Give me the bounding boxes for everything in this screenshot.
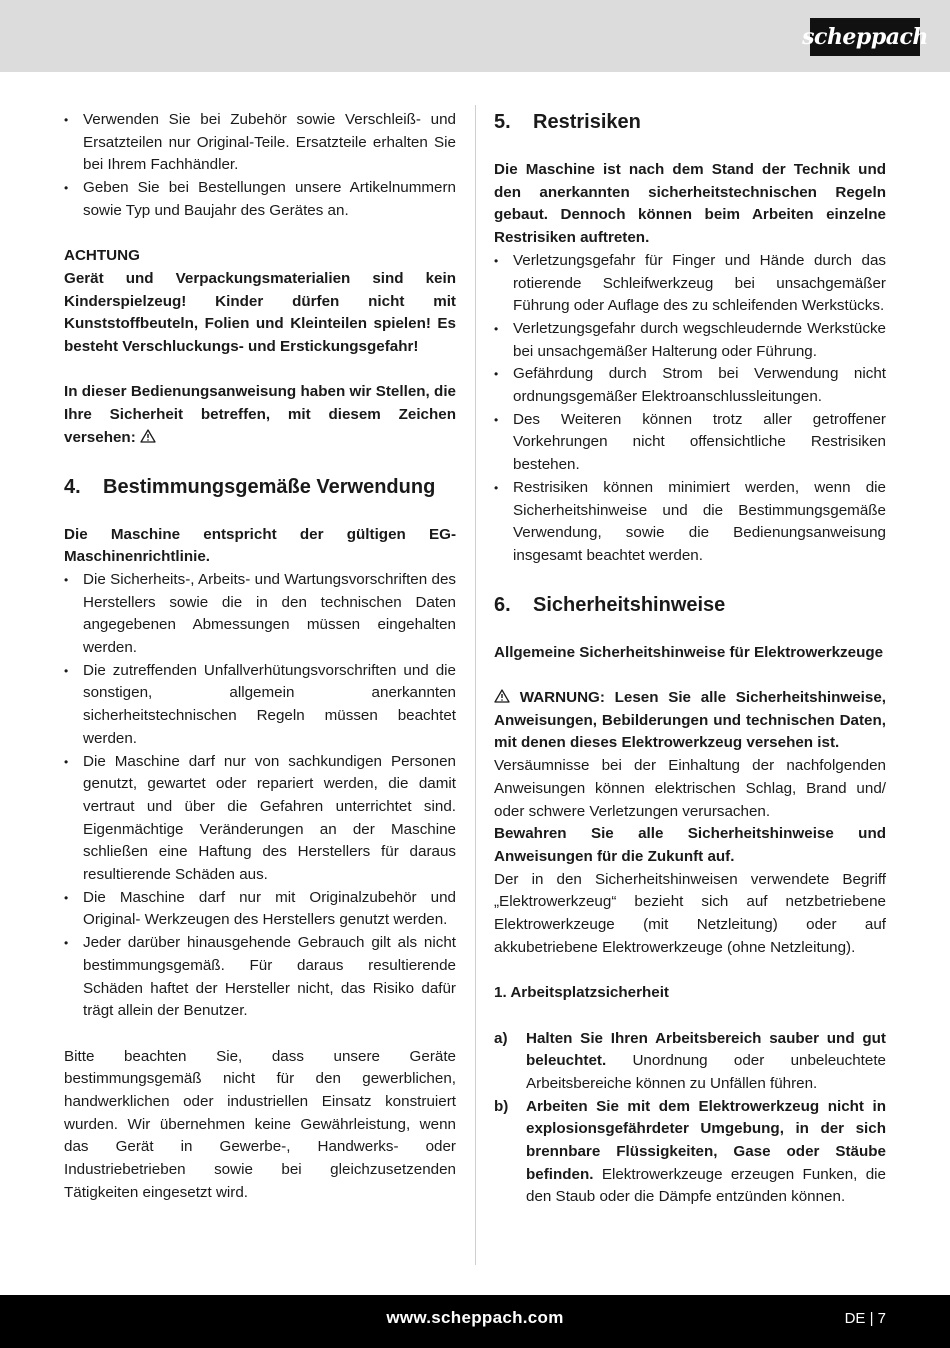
subsection-title: 1. Arbeitsplatzsicherheit (494, 984, 669, 1002)
section-number: 4. (64, 475, 81, 498)
list-item: • Verletzungsgefahr durch wegschleudernde Werkstücke bei unsachgemäßer Halterung oder Führung. (494, 318, 886, 363)
section-5-bullets (494, 250, 886, 568)
intro-bullets (64, 109, 456, 223)
right-column (494, 109, 886, 1209)
section-4-closing: Bitte beachten Sie, dass unsere Geräte bestimmungsgemäß nicht für den gewerblichen, handwerklichen oder industriellen Einsatz konstruiert wurden. Wir übernehmen keine Gewährleistung, wenn das Gerät in Gewerbe-, Handwerks- oder Industriebetrieben sowie bei gleichzusetzenden Tätigkeiten eingesetzt wird. (64, 1047, 456, 1201)
column-divider (475, 105, 476, 1265)
achtung-text: Gerät und Verpackungsmaterialien sind kein Kinderspielzeug! Kinder dürfen nicht mit Kunststoffbeuteln, Folien und Kleinteilen spielen! Es besteht Verschluckungs- und Erstickungsgefahr! (64, 269, 456, 356)
section-4-lead: Die Maschine entspricht der gültigen EG-Maschinenrichtlinie. (64, 525, 456, 566)
section-number: 6. (494, 593, 511, 616)
section-title: Restrisiken (533, 111, 641, 133)
warning-triangle-icon (494, 689, 510, 703)
section-title: Bestimmungsgemäße Verwendung (103, 475, 436, 498)
section-number: 5. (494, 111, 511, 133)
list-item: • Des Weiteren können trotz aller getroffener Vorkehrungen nicht offensichtliche Restrisiken bestehen. (494, 409, 886, 477)
keep-instructions: Bewahren Sie alle Sicherheitshinweise und Anweisungen für die Zukunft auf. (494, 825, 886, 865)
item-body: Unordnung oder unbeleuchtete Arbeitsbereiche können zu Unfällen führen. (526, 1052, 886, 1092)
brand-logo: scheppach (810, 18, 920, 56)
list-item: • Gefährdung durch Strom bei Verwendung nicht ordnungsgemäßer Elektroanschlussleitungen. (494, 363, 886, 408)
section-title: Sicherheitshinweise (533, 593, 726, 616)
warning-paragraph (494, 687, 886, 755)
page-indicator: DE | 7 (844, 1310, 886, 1327)
item-body: Elektrowerkzeuge erzeugen Funken, die den Staub oder die Dämpfe entzünden können. (526, 1165, 886, 1206)
section-6-subtitle: Allgemeine Sicherheitshinweise für Elektrowerkzeuge (494, 643, 884, 661)
list-item (494, 1096, 886, 1210)
list-item: • Die Maschine darf nur mit Originalzubehör und Original- Werkzeugen des Herstellers genutzt werden. (64, 887, 456, 932)
list-item: • Geben Sie bei Bestellungen unsere Artikelnummern sowie Typ und Baujahr des Gerätes an. (64, 177, 456, 222)
section-5-lead: Die Maschine ist nach dem Stand der Technik und den anerkannten sicherheitstechnischen Regeln gebaut. Dennoch können beim Arbeiten einzelne Restrisiken auftreten. (494, 161, 886, 247)
item-bold: Arbeiten Sie mit dem Elektrowerkzeug nicht in explosionsgefährdeter Umgebung, in der sich brennbare Flüssigkeiten, Gase oder Stäube befinden. (526, 1097, 886, 1183)
item-label: b) (494, 1097, 509, 1115)
left-column (64, 109, 456, 1205)
list-item: • Jeder darüber hinausgehende Gebrauch gilt als nicht bestimmungsgemäß. Für daraus resultierende Schäden haftet der Hersteller nicht, das Risiko dafür trägt allein der Benutzer. (64, 932, 456, 1023)
warning-triangle-icon (140, 429, 156, 443)
list-item: • Verletzungsgefahr für Finger und Hände durch das rotierende Schleifwerkzeug bei unsachgemäßer Führung oder Auflage des zu schleifenden Werkstücks. (494, 250, 886, 318)
notice-text-body: In dieser Bedienungsanweisung haben wir Stellen, die Ihre Sicherheit betreffen, mit diesem Zeichen versehen: (64, 383, 456, 446)
list-item: • Die Sicherheits-, Arbeits- und Wartungsvorschriften des Herstellers sowie die in den technischen Daten angegebenen Abmessungen müssen eingehalten werden. (64, 569, 456, 660)
footer-url[interactable]: www.scheppach.com (386, 1308, 564, 1327)
list-item: • Die Maschine darf nur von sachkundigen Personen genutzt, gewartet oder repariert werden, die damit vertraut und über die Gefahren unterrichtet sind. Eigenmächtige Veränderungen an der Maschine schließen eine Haftung des Herstellers für daraus resultierende Schäden aus. (64, 751, 456, 887)
section-4-bullets (64, 569, 456, 1023)
warning-text: Versäumnisse bei der Einhaltung der nachfolgenden Anweisungen können elektrischen Schlag, Brand und/ oder schwere Verletzungen verursachen. (494, 757, 886, 820)
item-text (526, 1028, 886, 1096)
language-code: DE (844, 1310, 866, 1327)
item-bold: Halten Sie Ihren Arbeitsbereich sauber und gut beleuchtet. (526, 1029, 886, 1070)
term-definition: Der in den Sicherheitshinweisen verwendete Begriff „Elektrowerkzeug“ bezieht sich auf netzbetriebene Elektrowerkzeuge (mit Netzleitung) oder auf akkubetriebene Elektrowerkzeuge (ohne Netzleitung). (494, 870, 886, 956)
list-item: • Verwenden Sie bei Zubehör sowie Verschleiß- und Ersatzteilen nur Original-Teile. Ersatzteile erhalten Sie bei Ihrem Fachhändler. (64, 109, 456, 177)
achtung-title: ACHTUNG (64, 247, 140, 265)
warning-bold-text: WARNUNG: Lesen Sie alle Sicherheitshinweise, Anweisungen, Bebilderungen und technischen Daten, mit denen dieses Elektrowerkzeug versehen ist. (494, 689, 886, 752)
footer-bar (0, 1295, 950, 1348)
list-item (494, 1028, 886, 1096)
header-bar (0, 0, 950, 72)
section-4-heading (64, 474, 456, 500)
section-5-heading (494, 109, 886, 135)
item-label: a) (494, 1029, 508, 1047)
list-item: • Restrisiken können minimiert werden, wenn die Sicherheitshinweise und die Bestimmungsgemäße Verwendung, sowie die Bedienungsanweisung insgesamt beachtet werden. (494, 477, 886, 568)
section-6-heading (494, 592, 886, 618)
item-text (526, 1096, 886, 1210)
notice-text (64, 381, 456, 449)
list-item: • Die zutreffenden Unfallverhütungsvorschriften und die sonstigen, allgemein anerkannten sicherheitstechnischen Regeln müssen beachtet werden. (64, 660, 456, 751)
page-number: 7 (877, 1310, 886, 1327)
